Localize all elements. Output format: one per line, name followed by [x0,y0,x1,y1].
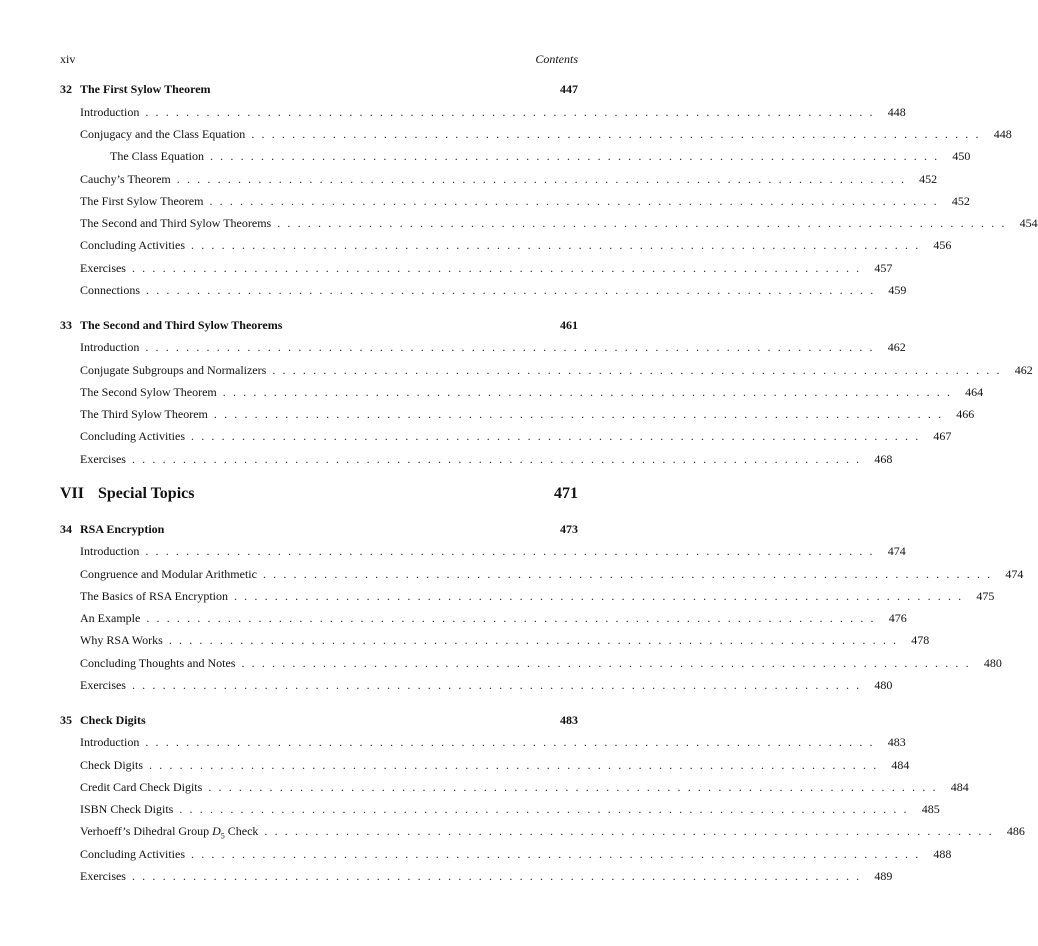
toc-entry[interactable]: The First Sylow Theorem ........................................................................ 452 [80,194,970,208]
dot-leader: ........................................................................ [277,216,1012,230]
dot-leader: ........................................................................ [146,283,881,297]
toc-entry[interactable]: Conjugate Subgroups and Normalizers ........................................................................ 462 [80,363,1033,377]
part-7-entry[interactable] [60,483,578,505]
chapter-title: 34 RSA Encryption [60,522,165,536]
toc-entry[interactable]: Congruence and Modular Arithmetic ........................................................................ 474 [80,567,1024,581]
dot-leader: ........................................................................ [146,611,881,625]
dot-leader: ........................................................................ [176,172,912,186]
dot-leader: ........................................................................ [251,127,986,141]
running-head [60,52,578,70]
chapter-page: 483 [560,713,578,727]
dot-leader: ........................................................................ [208,780,943,794]
toc-entry[interactable]: The Second and Third Sylow Theorems ........................................................................ 454 [80,216,1038,230]
chapter-page: 473 [560,522,578,536]
part-number: VII [60,485,85,502]
chapter-title: 33 The Second and Third Sylow Theorems [60,318,283,332]
toc-entry[interactable]: An Example ........................................................................ 476 [80,611,907,625]
dot-leader: ........................................................................ [191,847,926,861]
toc-entry[interactable]: Introduction ........................................................................ 448 [80,105,906,119]
toc-entry[interactable]: Introduction ........................................................................ 462 [80,340,906,354]
dot-leader: ........................................................................ [241,656,976,670]
toc-entry[interactable]: The Third Sylow Theorem ........................................................................ 466 [80,407,975,421]
dot-leader: ........................................................................ [191,238,926,252]
toc-entry[interactable]: Exercises ........................................................................ 457 [80,261,893,275]
dot-leader: ........................................................................ [131,452,867,466]
toc-entry[interactable]: Introduction ........................................................................ 483 [80,735,906,749]
toc-entry[interactable]: Exercises ........................................................................ 468 [80,452,893,466]
dot-leader: ........................................................................ [272,363,1007,377]
dot-leader: ........................................................................ [233,589,969,603]
dot-leader: ........................................................................ [145,735,880,749]
dot-leader: ........................................................................ [145,544,880,558]
dot-leader: ........................................................................ [209,149,945,163]
chapter-page: 447 [560,82,578,96]
toc-subentry[interactable]: The Class Equation ........................................................................ 450 [110,149,971,163]
dot-leader: ........................................................................ [149,758,884,772]
toc-entry[interactable]: Why RSA Works ........................................................................ 478 [80,633,930,647]
running-title: Contents [535,52,578,66]
toc-entry[interactable]: Conjugacy and the Class Equation ........................................................................ 448 [80,127,1012,141]
toc-entry[interactable]: Cauchy’s Theorem ........................................................................ 452 [80,172,938,186]
toc-entry[interactable]: Introduction ........................................................................ 474 [80,544,906,558]
dot-leader: ........................................................................ [213,407,949,421]
toc-entry[interactable]: Check Digits ........................................................................ 484 [80,758,910,772]
chapter-32-entry[interactable] [60,80,578,98]
toc-entry[interactable]: Concluding Activities ........................................................................ 467 [80,429,952,443]
dot-leader: ........................................................................ [191,429,926,443]
toc-entry[interactable]: Verhoeff’s Dihedral Group $D_5$ Check ........................................................................ 486 [80,824,1025,841]
chapter-35-entry[interactable] [60,711,578,729]
page-number: xiv [60,52,76,66]
dot-leader: ........................................................................ [264,824,999,838]
dot-leader: ........................................................................ [262,567,998,581]
toc-entry[interactable]: Concluding Activities ........................................................................ 488 [80,847,952,861]
dot-leader: ........................................................................ [168,633,904,647]
dot-leader: ........................................................................ [131,678,867,692]
chapter-33-entry[interactable] [60,316,578,334]
chapter-title: 32 The First Sylow Theorem [60,82,211,96]
chapter-page: 461 [560,318,578,332]
dot-leader: ........................................................................ [131,261,867,275]
toc-entry[interactable]: Credit Card Check Digits ........................................................................ 484 [80,780,969,794]
math-symbol: $D_5$ [212,824,225,841]
dot-leader: ........................................................................ [145,340,880,354]
toc-entry[interactable]: Concluding Activities ........................................................................ 456 [80,238,952,252]
dot-leader: ........................................................................ [131,869,867,883]
dot-leader: ........................................................................ [145,105,880,119]
toc-entry[interactable]: Connections ........................................................................ 459 [80,283,907,297]
toc-entry[interactable]: Concluding Thoughts and Notes ........................................................................ 480 [80,656,1002,670]
dot-leader: ........................................................................ [179,802,914,816]
part-page: 471 [554,485,578,502]
chapter-title: 35 Check Digits [60,713,146,727]
toc-entry[interactable]: ISBN Check Digits ........................................................................ 485 [80,802,940,816]
toc-entry[interactable]: The Second Sylow Theorem ........................................................................ 464 [80,385,984,399]
chapter-34-entry[interactable] [60,520,578,538]
dot-leader: ........................................................................ [209,194,944,208]
toc-entry[interactable]: The Basics of RSA Encryption ........................................................................ 475 [80,589,995,603]
part-title: Special Topics [98,485,195,502]
toc-entry[interactable]: Exercises ........................................................................ 489 [80,869,893,883]
dot-leader: ........................................................................ [222,385,958,399]
toc-entry[interactable]: Exercises ........................................................................ 480 [80,678,893,692]
